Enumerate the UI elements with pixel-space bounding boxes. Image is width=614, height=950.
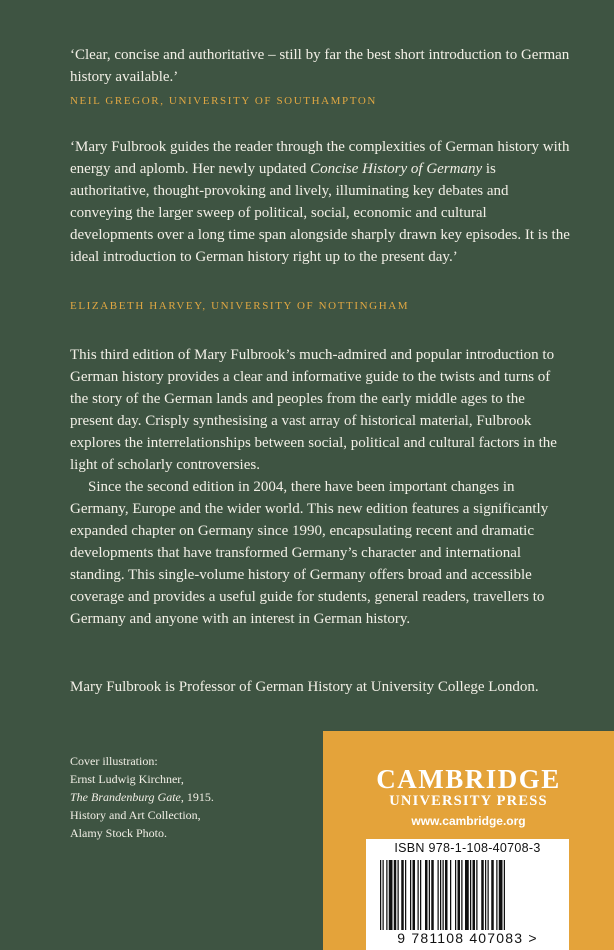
- credit-heading: Cover illustration:: [70, 754, 158, 768]
- credit-work: [70, 788, 310, 806]
- book-description: [70, 344, 570, 630]
- book-title-italic: Concise History of Germany: [310, 161, 483, 177]
- credit-source: Alamy Stock Photo.: [70, 826, 168, 840]
- credit-work-title: The Brandenburg Gate: [70, 790, 181, 804]
- credit-artist: Ernst Ludwig Kirchner,: [70, 772, 184, 786]
- quote-attribution: ELIZABETH HARVEY, UNIVERSITY OF NOTTINGHAM: [70, 300, 410, 312]
- quote-text-start: ‘Mary Fulbrook guides the reader through the complexities of German history with energy and aplomb. Her newly updated: [70, 139, 570, 177]
- publisher-logo-press: UNIVERSITY PRESS: [389, 793, 548, 809]
- review-quote-1: [70, 44, 570, 88]
- author-bio: [70, 676, 570, 698]
- publisher-logo-name: CAMBRIDGE: [376, 764, 561, 794]
- quote-attribution: NEIL GREGOR, UNIVERSITY OF SOUTHAMPTON: [70, 95, 377, 107]
- cover-credit: [70, 752, 310, 842]
- quote-text: ‘Clear, concise and authoritative – still by far the best short introduction to German history available.’: [70, 47, 570, 85]
- description-paragraph: Since the second edition in 2004, there have been important changes in Germany, Europe and the wider world. This new edition features a significantly expanded chapter on Germany since 1990, encapsulating recent and dramatic developments that have transformed Germany’s character and international standing. This single-volume history of Germany offers broad and accessible coverage and provides a useful guide for students, general readers, travellers to Germany and anyone with an interest in German history.: [70, 479, 549, 627]
- quote-text-end: is authoritative, thought-provoking and lively, illuminating key debates and conveying the larger sweep of political, social, economic and cultural developments over a long time span alongside sharply drawn key episodes. It is the ideal introduction to German history right up to the present day.’: [70, 161, 570, 265]
- barcode-digits: 9 781108 407083 >: [397, 930, 538, 946]
- credit-work-year: , 1915.: [180, 790, 214, 804]
- quote-text: [70, 136, 570, 268]
- publisher-url: www.cambridge.org: [411, 814, 526, 828]
- author-bio-text: Mary Fulbrook is Professor of German History at University College London.: [70, 679, 539, 695]
- review-quote-2: [70, 136, 570, 268]
- credit-collection: History and Art Collection,: [70, 808, 201, 822]
- publisher-panel: [323, 731, 614, 950]
- barcode-box: [366, 839, 569, 950]
- barcode-icon: [380, 860, 555, 930]
- isbn-label: ISBN 978-1-108-40708-3: [394, 841, 541, 855]
- description-paragraph: This third edition of Mary Fulbrook’s much-admired and popular introduction to German history provides a clear and informative guide to the twists and turns of the story of the German lands and peoples from the early middle ages to the present day. Crisply synthesising a vast array of historical material, Fulbrook explores the interrelationships between social, political and cultural factors in the light of scholarly controversies.: [70, 347, 557, 473]
